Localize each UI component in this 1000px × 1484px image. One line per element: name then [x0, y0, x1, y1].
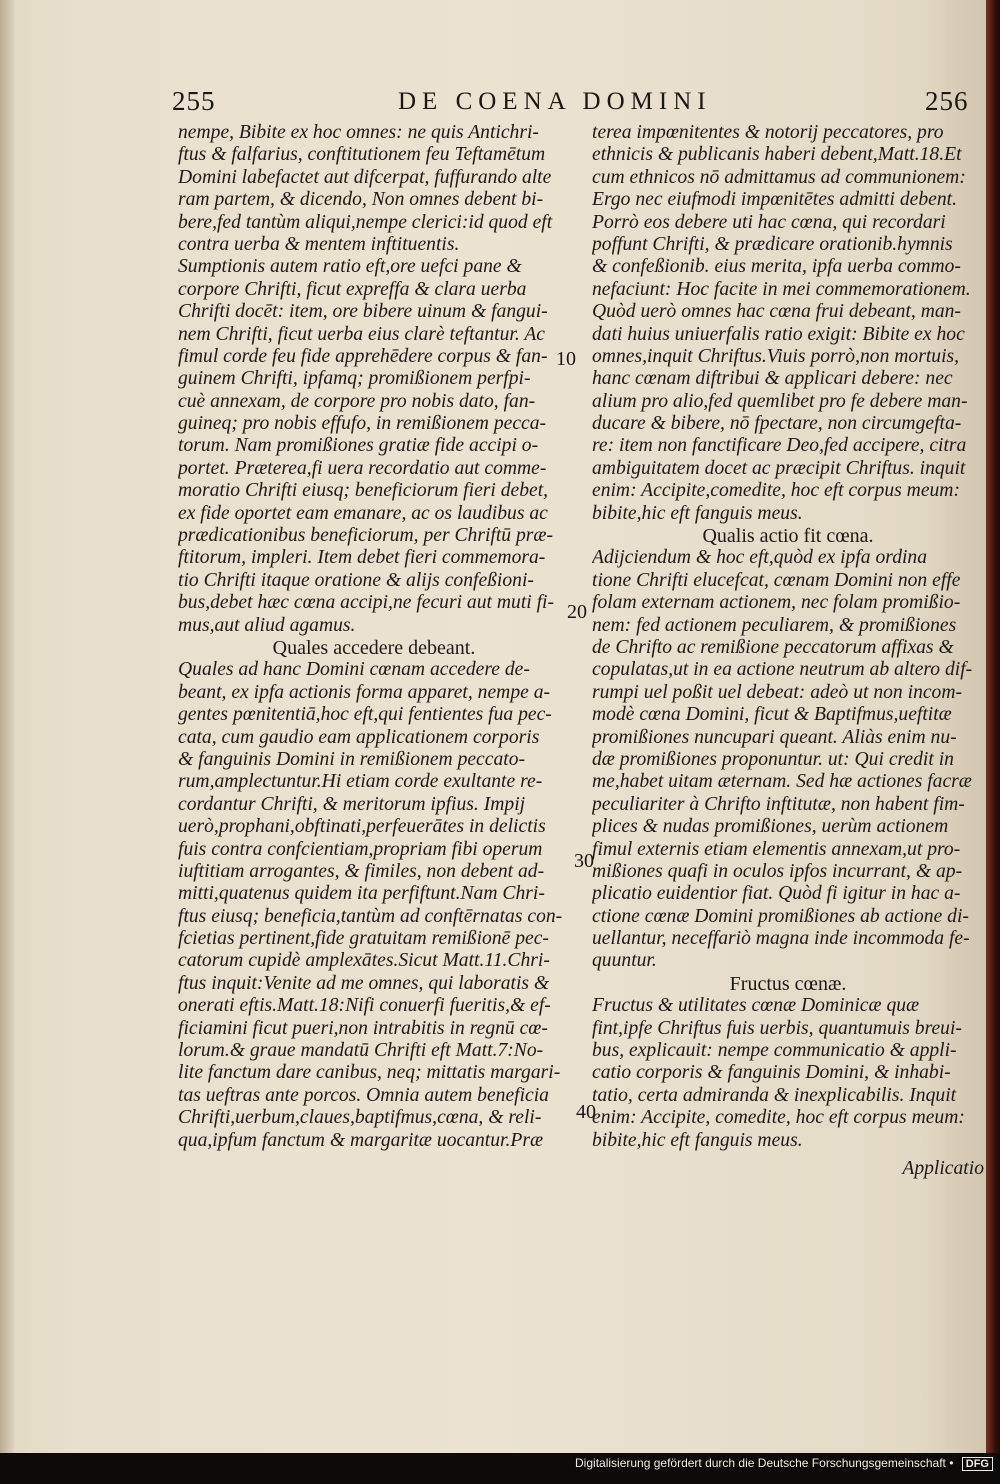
- text-line: poffunt Chrifti, & prædicare orationib.hymnis: [592, 233, 953, 255]
- text-line: fint,ipfe Chriftus fuis uerbis, quantumuis breui-: [592, 1017, 962, 1039]
- text-line: nempe, Bibite ex hoc omnes: ne quis Antichri-: [178, 122, 539, 143]
- text-line: catio corporis & fanguinis Domini, & inhabi-: [592, 1062, 951, 1084]
- text-line: tio Chrifti itaque oratione & alijs confeßioni-: [178, 569, 534, 591]
- book-cover-edge: [986, 0, 1000, 1453]
- text-line: tas ueftras ante porcos. Omnia autem beneficia: [178, 1084, 549, 1106]
- text-line: enim: Accipite, comedite, hoc eft corpus meum:: [592, 1107, 965, 1129]
- text-line: nem: fed actionem peculiarem, & promißiones: [592, 614, 957, 636]
- text-line: copulatas,ut in ea actione neutrum ab altero dif-: [592, 659, 973, 681]
- digitization-credit: [0, 1456, 993, 1471]
- text-line: portet. Præterea,fi uera recordatio aut comme-: [178, 457, 547, 479]
- text-line: quuntur.: [592, 950, 657, 972]
- text-line: promißiones nuncupari queant. Aliàs enim nu-: [592, 726, 957, 748]
- text-line: ftus inquit:Venite ad me omnes, qui laboratis &: [178, 972, 550, 994]
- section-heading: Quales accedere debeant.: [272, 636, 476, 659]
- text-line: bibite,hic eft fanguis meus.: [592, 1129, 803, 1151]
- dfg-logo: DFG: [962, 1457, 993, 1471]
- line-number-10: 10: [556, 348, 576, 370]
- text-line: plicatio euidentior fiat. Quòd fi igitur in hac a-: [592, 883, 961, 905]
- text-line: hanc cœnam diftribui & applicari debere: nec: [592, 368, 953, 390]
- text-line: folam externam actionem, nec folam promißio-: [592, 592, 961, 614]
- text-line: Chrifti,uerbum,claues,baptifmus,cœna, & reli-: [178, 1107, 542, 1129]
- text-line: ficiamini ficut pueri,non intrabitis in regnū cœ-: [178, 1017, 548, 1039]
- text-line: fimul externis etiam elementis annexam,ut pro-: [592, 838, 961, 860]
- text-line: gentes pœnitentiā,hoc eft,qui fentientes fua pec-: [178, 704, 552, 726]
- text-line: nefaciunt: Hoc facite in mei commemorationem.: [592, 278, 971, 300]
- text-line: prædicationibus beneficiorum, per Chriftū præ-: [178, 525, 553, 547]
- text-line: rumpi uel poßit uel debeat: adeò ut non incom-: [592, 681, 963, 703]
- text-line: bus,debet hæc cœna accipi,ne fecuri aut muti fi-: [178, 592, 555, 614]
- line-number-40: 40: [576, 1101, 596, 1123]
- text-line: rum,amplectuntur.Hi etiam corde exultante re-: [178, 771, 543, 793]
- text-line: cordantur Chrifti, & meritorum ipfius. Impij: [178, 793, 526, 815]
- text-line: beant, ex ipfa actionis forma apparet, nempe a-: [178, 681, 551, 703]
- text-line: Porrò eos debere uti hac cœna, qui recordari: [592, 211, 946, 233]
- text-line: nem Chrifti, ficut uerba eius clarè teftantur. Ac: [178, 323, 545, 345]
- running-head: DE COENA DOMINI: [398, 88, 712, 115]
- text-line: tione Chrifti elucefcat, cœnam Domini non effe: [592, 569, 961, 591]
- text-line: mitti,quatenus quidem ita perfiftunt.Nam Chri-: [178, 883, 545, 905]
- text-line: uellantur, neceffariò magna inde incommoda fe-: [592, 928, 970, 950]
- text-line: terea impœnitentes & notorij peccatores, pro: [592, 122, 944, 143]
- text-line: cum ethnicos nō admittamus ad communionem:: [592, 166, 966, 188]
- text-line: guineq; pro nobis effufo, in remißionem pecca-: [178, 413, 547, 435]
- text-line: bere,fed tantùm aliqui,nempe clerici:id quod eft: [178, 211, 553, 233]
- text-line: corpore Chrifti, ficut expreffa & clara uerba: [178, 278, 527, 300]
- text-line: cuè annexam, de corpore pro nobis dato, fan-: [178, 390, 536, 412]
- text-line: Ergo nec eiufmodi impœnitētes admitti debent.: [592, 189, 957, 211]
- text-line: ex fide oportet eam emanare, ac os laudibus ac: [178, 502, 548, 524]
- page-number-right: 256: [925, 86, 969, 116]
- text-line: ambiguitatem docet ac præcipit Chriftus. inquit: [592, 457, 966, 479]
- text-line: guinem Chrifti, ipfamq; promißionem perfpi-: [178, 368, 531, 390]
- text-line: de Chrifto ac remißione peccatorum affixas &: [592, 636, 954, 658]
- text-line: ftitorum, impleri. Item debet fieri commemora-: [178, 547, 546, 569]
- text-line: bibite,hic eft fanguis meus.: [592, 502, 803, 524]
- left-column: [178, 122, 570, 1152]
- text-line: enim: Accipite,comedite, hoc eft corpus meum:: [592, 480, 960, 502]
- text-line: uerò,prophani,obftinati,perfeuerātes in delictis: [178, 816, 546, 838]
- page-gutter: [0, 0, 14, 1453]
- text-line: ducare & bibere, nō fpectare, non circumgefta-: [592, 413, 962, 435]
- line-number-30: 30: [574, 850, 594, 872]
- text-line: ftus & falfarius, conftitutionem feu Teftamētum: [178, 144, 546, 166]
- text-line: lite fanctum dare canibus, neq; mittatis margari-: [178, 1062, 561, 1084]
- text-line: Chrifti docēt: item, ore bibere uinum & fangui-: [178, 301, 548, 323]
- text-line: fcietias pertinent,fide gratuitam remißionē pec-: [178, 928, 549, 950]
- text-line: Domini labefactet aut difcerpat, fuffurando alte: [178, 166, 552, 188]
- page-number-left: 255: [172, 86, 216, 116]
- text-line: & confeßionib. eius merita, ipfa uerba commo-: [592, 256, 961, 278]
- text-line: catorum cupidè amplexātes.Sicut Matt.11.Chri-: [178, 950, 550, 972]
- text-line: fimul corde feu fide apprehēdere corpus & fan-: [178, 345, 548, 367]
- section-heading: Qualis actio fit cœna.: [702, 525, 874, 548]
- text-line: fuis contra confcientiam,propriam fibi operum: [178, 838, 543, 860]
- text-line: cata, cum gaudio eam applicationem corporis: [178, 726, 540, 748]
- right-column: [592, 122, 984, 1180]
- text-line: re: item non fanctificare Deo,fed accipere, citra: [592, 435, 967, 457]
- text-line: moratio Chrifti eiusq; beneficiorum fieri debet,: [178, 480, 549, 502]
- text-line: dati huius uniuerfalis ratio exigit: Bibite ex hoc: [592, 323, 965, 345]
- text-line: ctione cœnæ Domini promißiones ab actione di-: [592, 905, 969, 927]
- text-line: ftus eiusq; beneficia,tantùm ad conftērnatas con-: [178, 905, 563, 927]
- text-line: Sumptionis autem ratio eft,ore uefci pane &: [178, 256, 522, 278]
- text-line: Quales ad hanc Domini cœnam accedere de-: [178, 659, 530, 681]
- text-line: bus, explicauit: nempe communicatio & appli-: [592, 1040, 957, 1062]
- text-line: ram partem, & dicendo, Non omnes debent bi-: [178, 189, 544, 211]
- section-heading: Fructus cœnæ.: [729, 972, 847, 995]
- text-line: lorum.& graue mandatū Chrifti eft Matt.7:No-: [178, 1040, 544, 1062]
- text-line: mus,aut aliud agamus.: [178, 614, 356, 636]
- text-line: torum. Nam promißiones gratiæ fide accipi o-: [178, 435, 539, 457]
- credit-text: Digitalisierung gefördert durch die Deutsche Forschungsgemeinschaft •: [575, 1456, 954, 1470]
- text-line: me,habet uitam æternam. Sed hæ actiones facræ: [592, 771, 972, 793]
- text-line: contra uerba & mentem inftituentis.: [178, 233, 460, 255]
- text-line: Quòd uerò omnes hac cœna frui debeant, man-: [592, 301, 961, 323]
- text-line: Adijciendum & hoc eft,quòd ex ipfa ordina: [592, 547, 928, 569]
- text-line: dæ promißiones proponuntur. ut: Qui credit in: [592, 748, 954, 770]
- catchword: Applicatio: [902, 1157, 984, 1179]
- text-line: onerati eftis.Matt.18:Nifi conuerfi fueritis,& ef-: [178, 995, 551, 1017]
- text-line: alium pro alio,fed quemlibet pro fe debere man-: [592, 390, 968, 412]
- text-line: tatio, certa admiranda & inexplicabilis. Inquit: [592, 1084, 957, 1106]
- text-line: peculiariter à Chrifto inftitutæ, non habent fim-: [592, 793, 965, 815]
- text-line: qua,ipfum fanctum & margaritæ uocantur.Præ: [178, 1129, 544, 1151]
- text-line: ethnicis & publicanis haberi debent,Matt.18.Et: [592, 144, 962, 166]
- text-line: Fructus & utilitates cœnæ Dominicæ quæ: [592, 995, 920, 1017]
- text-line: plices & nudas promißiones, uerùm actionem: [592, 816, 949, 838]
- text-line: omnes,inquit Chriftus.Viuis porrò,non mortuis,: [592, 345, 960, 367]
- line-number-20: 20: [567, 601, 587, 623]
- text-line: modè cœna Domini, ficut & Baptifmus,ueftitæ: [592, 704, 952, 726]
- text-line: mißiones quafi in oculos ipfos incurrant, & ap-: [592, 860, 963, 882]
- text-line: & fanguinis Domini in remißionem peccato-: [178, 748, 526, 770]
- text-line: iuftitiam arrogantes, & fimiles, non debent ad-: [178, 860, 545, 882]
